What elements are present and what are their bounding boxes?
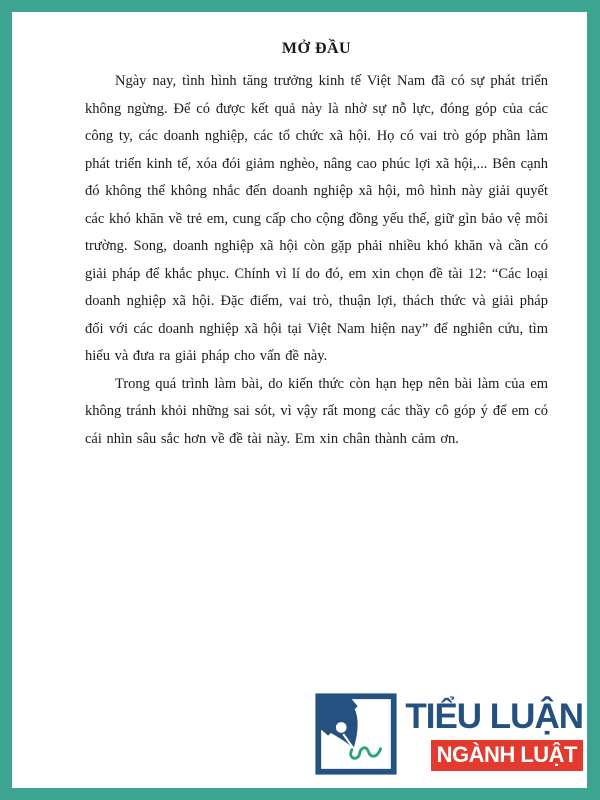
brand-name: TIỂU LUẬN [405, 697, 583, 737]
paragraph-closing: Trong quá trình làm bài, do kiến thức còn hạn hẹp nên bài làm của em không tránh khỏi những sai sót, vì vậy rất mong các thầy cô góp ý để em có cái nhìn sâu sắc hơn về đề tài này. Em xin chân thành cảm ơn. [85, 375, 548, 447]
document-sheet [12, 12, 587, 788]
pen-nib-icon [315, 693, 397, 775]
brand-text-block [405, 697, 583, 770]
paragraph-intro: Ngày nay, tình hình tăng trưởng kinh tế Việt Nam đã có sự phát triển không ngừng. Để có được kết quả này là nhờ sự nỗ lực, đóng góp của các công ty, các doanh nghiệp, các tổ chức xã hội. Họ có vai trò góp phần làm phát triển kinh tế, xóa đói giảm nghèo, nâng cao phúc lợi xã hội,... Bên cạnh đó không thể không nhắc đến doanh nghiệp xã hội, mô hình này giải quyết các khó khăn về trẻ em, cung cấp cho cộng đồng yếu thế, giữ gìn bảo vệ môi trường. Song, doanh nghiệp xã hội còn gặp phải nhiều khó khăn và cần có giải pháp để khắc phục. Chính vì lí do đó, em xin chọn đề tài 12: “Các loại doanh nghiệp xã hội. Đặc điểm, vai trò, thuận lợi, thách thức và giải pháp đối với các doanh nghiệp xã hội tại Việt Nam hiện nay” để nghiên cứu, tìm hiểu và đưa ra giải pháp cho vấn đề này. [85, 73, 548, 364]
brand-tagline: NGÀNH LUẬT [431, 740, 583, 771]
brand-logo [315, 693, 583, 775]
document-title: MỞ ĐẦU [281, 40, 352, 57]
document-content [85, 40, 548, 453]
